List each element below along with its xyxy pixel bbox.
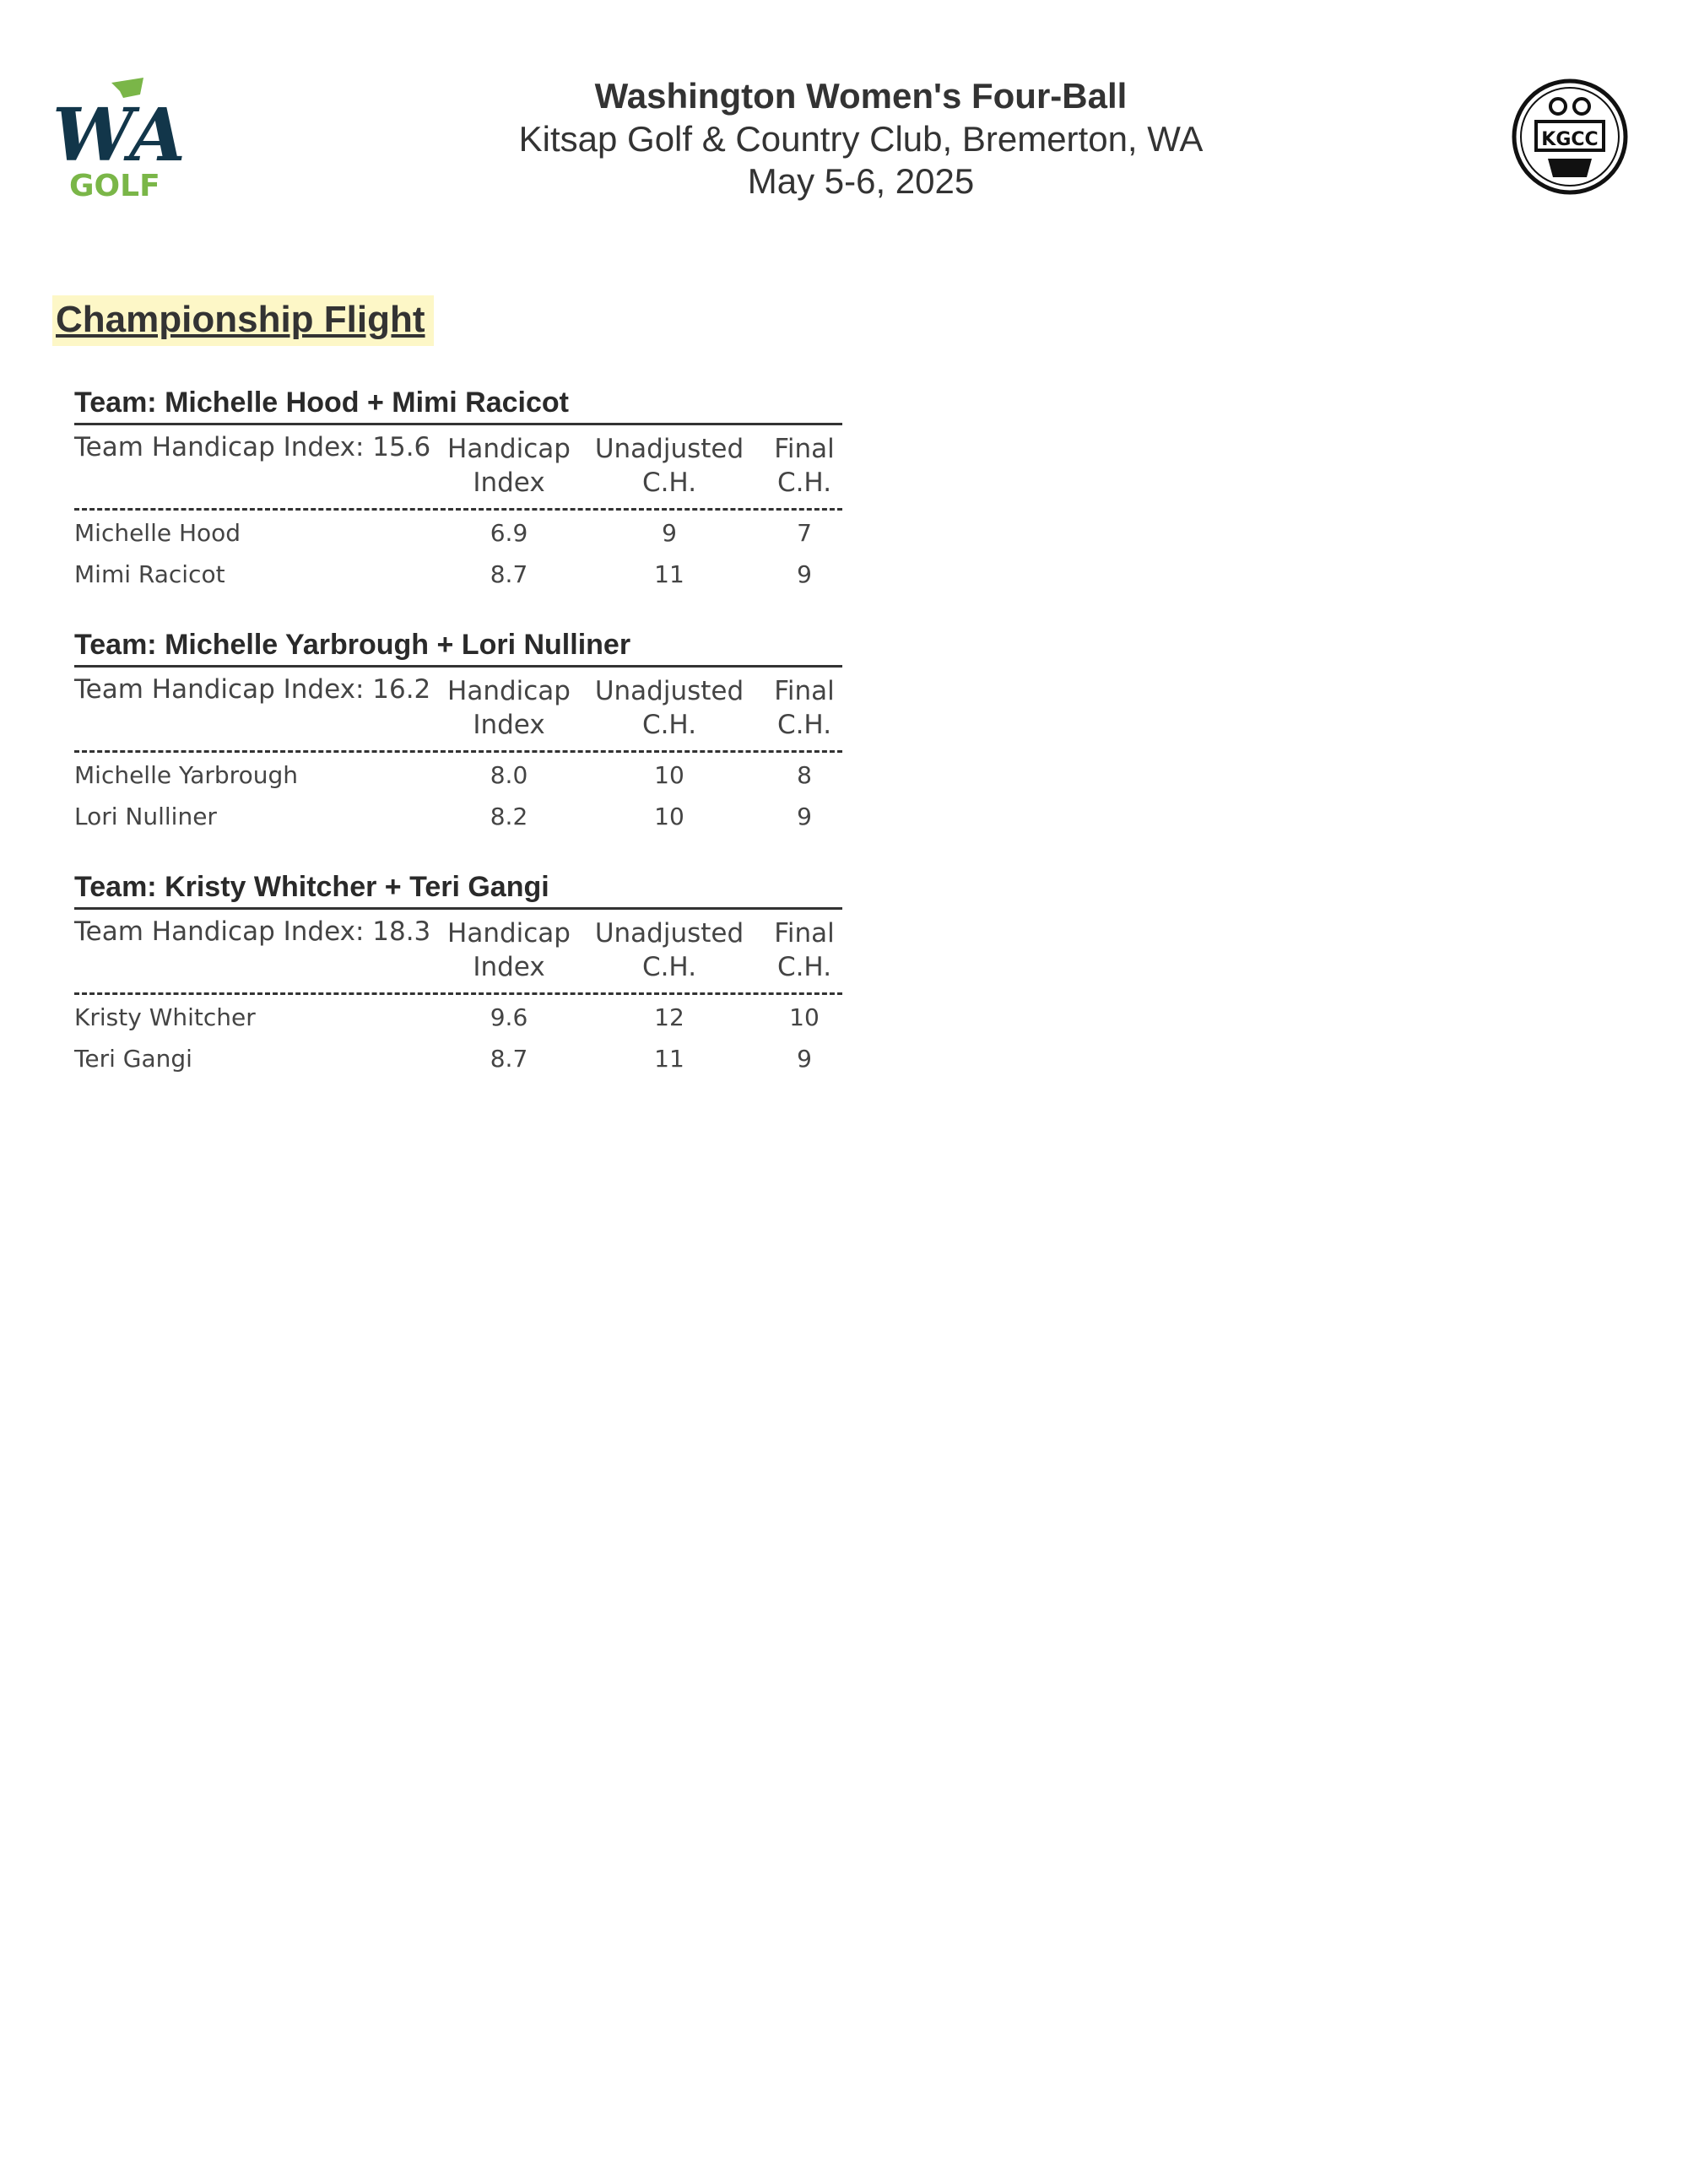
- wa-golf-logo: [52, 76, 187, 203]
- handicap-index-header: Handicap Index: [447, 676, 571, 740]
- player-index: 9.6: [490, 1003, 528, 1031]
- player-row: [74, 794, 842, 835]
- player-name: Mimi Racicot: [74, 560, 225, 588]
- kitsap-club-logo: [1511, 78, 1629, 196]
- player-name: Lori Nulliner: [74, 803, 217, 830]
- final-ch-header: Final C.H.: [774, 434, 835, 498]
- player-row: [74, 995, 842, 1036]
- player-unadjusted-ch: 10: [654, 803, 684, 830]
- unadjusted-ch-header: Unadjusted C.H.: [594, 918, 744, 982]
- player-unadjusted-ch: 9: [662, 519, 677, 547]
- player-unadjusted-ch: 10: [654, 761, 684, 789]
- svg-text:KGCC: KGCC: [1541, 129, 1599, 150]
- player-unadjusted-ch: 11: [654, 560, 684, 588]
- team-name: Team: Kristy Whitcher + Teri Gangi: [74, 868, 842, 910]
- player-final-ch: 9: [797, 1045, 812, 1073]
- event-header: [422, 74, 1300, 203]
- team-handicap-index: Team Handicap Index: 18.3: [74, 916, 431, 947]
- unadjusted-ch-header: Unadjusted C.H.: [594, 676, 744, 740]
- column-header-row: [74, 425, 842, 508]
- player-index: 6.9: [490, 519, 528, 547]
- unadjusted-ch-header: Unadjusted C.H.: [594, 434, 744, 498]
- team-name: Team: Michelle Hood + Mimi Racicot: [74, 384, 842, 425]
- player-final-ch: 8: [797, 761, 812, 789]
- team-block: [74, 384, 842, 593]
- player-row: [74, 511, 842, 552]
- handicap-index-header: Handicap Index: [447, 434, 571, 498]
- player-index: 8.7: [490, 560, 528, 588]
- player-name: Michelle Hood: [74, 519, 241, 547]
- svg-text:GOLF: GOLF: [69, 169, 160, 203]
- player-row: [74, 753, 842, 794]
- player-unadjusted-ch: 12: [654, 1003, 684, 1031]
- player-unadjusted-ch: 11: [654, 1045, 684, 1073]
- player-final-ch: 10: [789, 1003, 820, 1031]
- team-name: Team: Michelle Yarbrough + Lori Nulliner: [74, 626, 842, 668]
- team-handicap-index: Team Handicap Index: 16.2: [74, 674, 431, 705]
- svg-text:WA: WA: [52, 93, 186, 178]
- flight-title: Championship Flight: [52, 295, 434, 346]
- player-index: 8.0: [490, 761, 528, 789]
- player-index: 8.2: [490, 803, 528, 830]
- event-title: Washington Women's Four-Ball: [594, 76, 1128, 116]
- column-header-row: [74, 668, 842, 750]
- player-name: Kristy Whitcher: [74, 1003, 256, 1031]
- handicap-index-header: Handicap Index: [447, 918, 571, 982]
- event-venue: Kitsap Golf & Country Club, Bremerton, WA: [518, 119, 1204, 159]
- player-final-ch: 9: [797, 803, 812, 830]
- player-name: Michelle Yarbrough: [74, 761, 298, 789]
- team-block: [74, 868, 842, 1078]
- player-final-ch: 9: [797, 560, 812, 588]
- final-ch-header: Final C.H.: [774, 918, 835, 982]
- player-name: Teri Gangi: [74, 1045, 192, 1073]
- team-handicap-index: Team Handicap Index: 15.6: [74, 432, 431, 462]
- player-final-ch: 7: [797, 519, 812, 547]
- player-row: [74, 552, 842, 593]
- team-block: [74, 626, 842, 835]
- player-row: [74, 1036, 842, 1078]
- final-ch-header: Final C.H.: [774, 676, 835, 740]
- column-header-row: [74, 910, 842, 992]
- player-index: 8.7: [490, 1045, 528, 1073]
- event-dates: May 5-6, 2025: [747, 161, 975, 201]
